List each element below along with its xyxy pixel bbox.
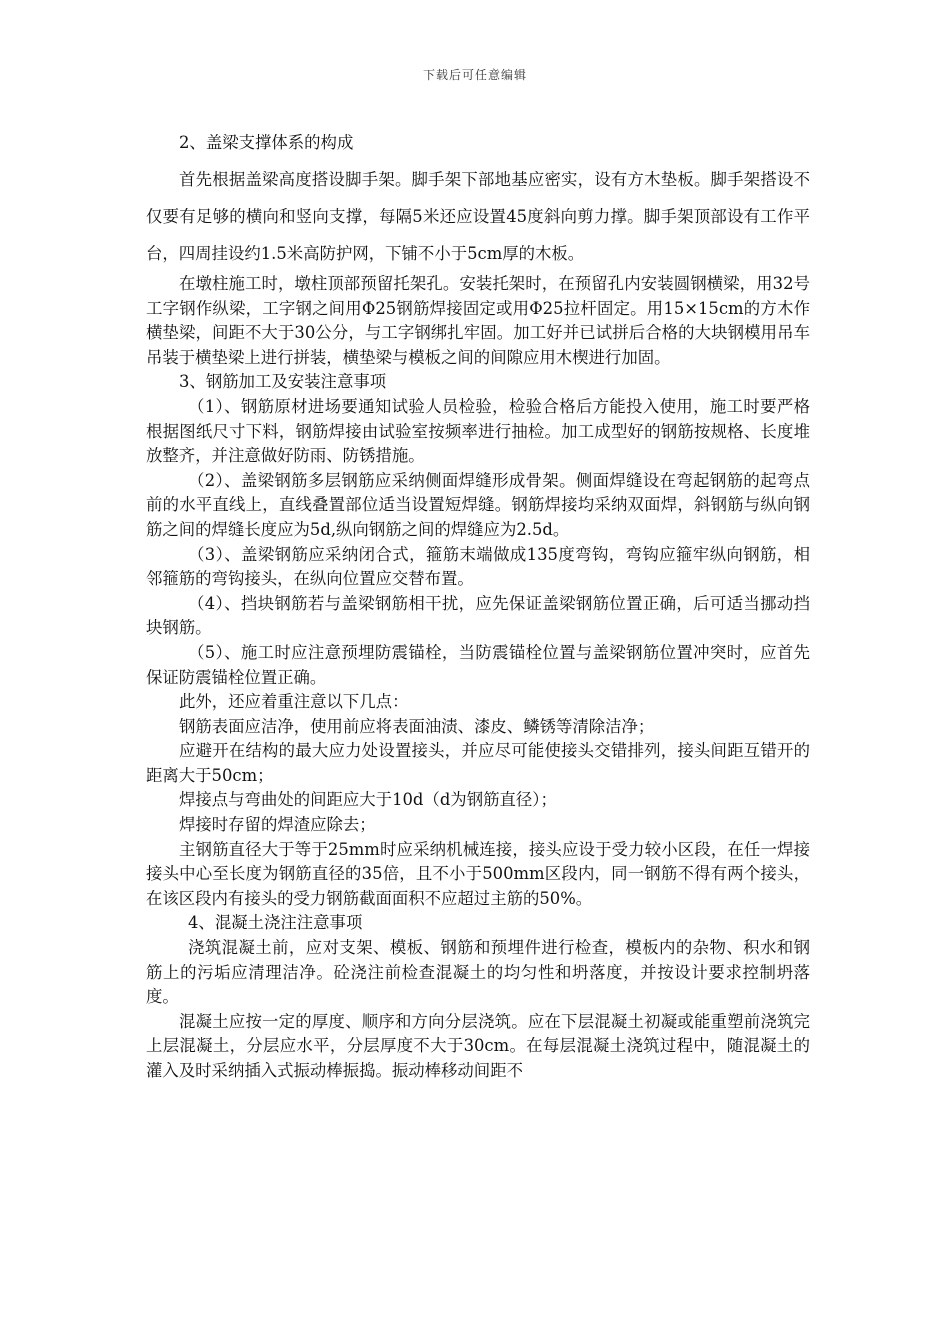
paragraph-rebar-2: （2）、盖梁钢筋多层钢筋应采纳侧面焊缝形成骨架。侧面焊缝设在弯起钢筋的起弯点前的水平直线上，直线叠置部位适当设置短焊缝。钢筋焊接均采纳双面焊，斜钢筋与纵向钢筋之间的焊缝长度应为5d,纵向钢筋之间的焊缝应为2.5d。 [146,470,810,539]
document-body [146,124,810,1084]
section-heading-3: 3、钢筋加工及安装注意事项 [179,372,387,392]
paragraph-rebar-4: （4）、挡块钢筋若与盖梁钢筋相干扰，应先保证盖梁钢筋位置正确，后可适当挪动挡块钢筋。 [146,593,810,638]
note-item: 焊接点与弯曲处的间距应大于10d（d为钢筋直径）； [179,790,557,810]
paragraph-notes-intro: 此外，还应着重注意以下几点： [179,692,409,712]
paragraph-bracket: 在墩柱施工时，墩柱顶部预留托架孔。安装托架时，在预留孔内安装圆钢横梁，用32号工字钢作纵梁，工字钢之间用Φ25钢筋焊接固定或用Φ25拉杆固定。用15×15cm的方木作横垫梁，间距不大于30公分，与工字钢绑扎牢固。加工好并已试拼后合格的大块钢模用吊车吊装于横垫梁上进行拼装，横垫梁与模板之间的间隙应用木楔进行加固。 [146,274,810,367]
section-heading-4: 4、混凝土浇注注意事项 [188,913,363,933]
paragraph-rebar-5: （5）、施工时应注意预埋防震锚栓，当防震锚栓位置与盖梁钢筋位置冲突时，应首先保证防震锚栓位置正确。 [146,642,810,687]
page-header: 下载后可任意编辑 [422,68,527,82]
paragraph-concrete-2: 混凝土应按一定的厚度、顺序和方向分层浇筑。应在下层混凝土初凝或能重塑前浇筑完上层混凝土，分层应水平，分层厚度不大于30cm。在每层混凝土浇筑过程中，随混凝土的灌入及时采纳插入式振动棒振捣。振动棒移动间距不 [146,1011,810,1080]
paragraph-concrete-1: 浇筑混凝土前，应对支架、模板、钢筋和预埋件进行检查，模板内的杂物、积水和钢筋上的污垢应清理洁净。砼浇注前检查混凝土的均匀性和坍落度，并按设计要求控制坍落度。 [146,938,810,1007]
section-heading-2: 2、盖梁支撑体系的构成 [179,133,354,152]
note-item: 应避开在结构的最大应力处设置接头，并应尽可能使接头交错排列，接头间距互错开的距离大于50cm； [146,741,810,785]
note-item: 钢筋表面应洁净，使用前应将表面油渍、漆皮、鳞锈等清除洁净； [179,716,655,736]
note-item: 主钢筋直径大于等于25mm时应采纳机械连接，接头应设于受力较小区段，在任一焊接接头中心至长度为钢筋直径的35倍，且不小于500mm区段内，同一钢筋不得有两个接头，在该区段内有接头的受力钢筋截面面积不应超过主筋的50%。 [146,839,810,908]
paragraph-rebar-1: （1）、钢筋原材进场要通知试验人员检验，检验合格后方能投入使用，施工时要严格根据图纸尺寸下料，钢筋焊接由试验室按频率进行抽检。加工成型好的钢筋按规格、长度堆放整齐，并注意做好防雨、防锈措施。 [146,396,810,466]
paragraph-scaffold: 首先根据盖梁高度搭设脚手架。脚手架下部地基应密实，设有方木垫板。脚手架搭设不仅要有足够的横向和竖向支撑，每隔5米还应设置45度斜向剪力撑。脚手架顶部设有工作平台，四周挂设约1.5米高防护网，下铺不小于5cm厚的木板。 [146,170,810,263]
note-item: 焊接时存留的焊渣应除去； [179,815,376,835]
paragraph-rebar-3: （3）、盖梁钢筋应采纳闭合式，箍筋末端做成135度弯钩，弯钩应箍牢纵向钢筋，相邻箍筋的弯钩接头，在纵向位置应交替布置。 [146,544,810,589]
